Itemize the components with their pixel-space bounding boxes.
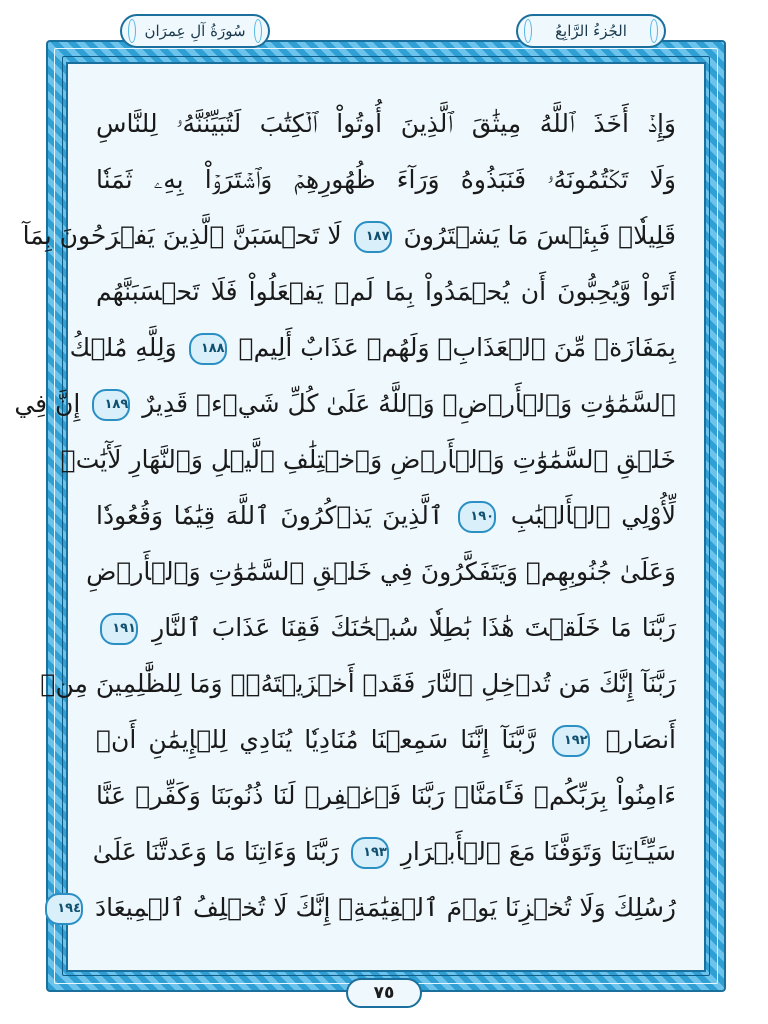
verse-text: لَا تَحۡسَبَنَّ ٱلَّذِينَ يَفۡرَحُونَ بِمَآ bbox=[22, 221, 342, 250]
text-line bbox=[96, 712, 676, 768]
text-line bbox=[57, 880, 676, 936]
verse-text: قَلِيلٗاۖ فَبِئۡسَ مَا يَشۡتَرُونَ bbox=[403, 221, 676, 250]
verse-number-marker: ١٨٨ bbox=[189, 333, 227, 365]
verse-text: رَبَّنَآ إِنَّكَ مَن تُدۡخِلِ ٱلنَّارَ فَقَدۡ أَخۡزَيۡتَهُۥۖ وَمَا لِلظَّٰلِمِينَ مِنۡ bbox=[40, 669, 676, 698]
verse-text: وَعَلَىٰ جُنُوبِهِمۡ وَيَتَفَكَّرُونَ فِي خَلۡقِ ٱلسَّمَٰوَٰتِ وَٱلۡأَرۡضِ bbox=[86, 557, 676, 586]
text-line bbox=[69, 320, 676, 376]
verse-text: إِنَّ فِي bbox=[14, 389, 81, 418]
text-line bbox=[60, 432, 676, 488]
page-number: ٧٥ bbox=[346, 978, 422, 1008]
text-line bbox=[86, 544, 676, 600]
text-line bbox=[14, 376, 676, 432]
text-line bbox=[40, 656, 676, 712]
verse-text: رَبَّنَا مَا خَلَقۡتَ هَٰذَا بَٰطِلٗا سُبۡحَٰنَكَ فَقِنَا عَذَابَ ٱلنَّارِ bbox=[152, 613, 676, 642]
verse-text: وَلِلَّهِ مُلۡكُ bbox=[69, 333, 177, 362]
text-line bbox=[96, 600, 676, 656]
verse-number-marker: ١٩٢ bbox=[552, 725, 590, 757]
text-line bbox=[96, 488, 676, 544]
verse-text-block bbox=[14, 96, 677, 936]
verse-text: لِّأُوْلِي ٱلۡأَلۡبَٰبِ bbox=[510, 501, 677, 530]
verse-text: رَّبَّنَآ إِنَّنَا سَمِعۡنَا مُنَادِيٗا يُنَادِي لِلۡإِيمَٰنِ أَنۡ bbox=[96, 725, 536, 754]
verse-text: أَنصَارٖ bbox=[605, 725, 676, 754]
text-line bbox=[22, 208, 676, 264]
text-line bbox=[96, 152, 676, 208]
juz-name-header: الجُزءُ الرَّابِعُ bbox=[516, 14, 666, 48]
text-line bbox=[96, 264, 676, 320]
verse-text: ءَامِنُواْ بِرَبِّكُمۡ فَـَٔامَنَّاۚ رَبَّنَا فَٱغۡفِرۡ لَنَا ذُنُوبَنَا وَكَفِّرۡ عَنَّا bbox=[96, 781, 676, 810]
verse-text: ٱلسَّمَٰوَٰتِ وَٱلۡأَرۡضِۗ وَٱللَّهُ عَلَىٰ كُلِّ شَيۡءٖ قَدِيرٌ bbox=[142, 389, 676, 418]
verse-text: أَتَواْ وَّيُحِبُّونَ أَن يُحۡمَدُواْ بِمَا لَمۡ يَفۡعَلُواْ فَلَا تَحۡسَبَنَّهُم bbox=[96, 277, 676, 306]
surah-name-header: سُورَةُ آلِ عِمرَان bbox=[120, 14, 270, 48]
verse-number-marker: ١٨٧ bbox=[354, 221, 392, 253]
verse-text: وَإِذۡ أَخَذَ ٱللَّهُ مِيثَٰقَ ٱلَّذِينَ أُوتُواْ ٱلۡكِتَٰبَ لَتُبَيِّنُنَّهُۥ لِلنَّاسِ bbox=[96, 109, 676, 138]
verse-text: سَيِّـَٔاتِنَا وَتَوَفَّنَا مَعَ ٱلۡأَبۡرَارِ bbox=[400, 837, 676, 866]
verse-number-marker: ١٩٠ bbox=[458, 501, 496, 533]
verse-text: رُسُلِكَ وَلَا تُخۡزِنَا يَوۡمَ ٱلۡقِيَٰمَةِۗ إِنَّكَ لَا تُخۡلِفُ ٱلۡمِيعَادَ bbox=[95, 893, 676, 922]
verse-text: ٱلَّذِينَ يَذۡكُرُونَ ٱللَّهَ قِيَٰمٗا وَقُعُودٗا bbox=[96, 501, 444, 530]
text-line bbox=[92, 824, 676, 880]
verse-text: خَلۡقِ ٱلسَّمَٰوَٰتِ وَٱلۡأَرۡضِ وَٱخۡتِلَٰفِ ٱلَّيۡلِ وَٱلنَّهَارِ لَأٓيَٰتٖ bbox=[60, 445, 676, 474]
text-line bbox=[96, 96, 676, 152]
verse-text: بِمَفَازَةٖ مِّنَ ٱلۡعَذَابِۖ وَلَهُمۡ عَذَابٌ أَلِيمٞ bbox=[238, 333, 676, 362]
text-line bbox=[96, 768, 676, 824]
verse-number-marker: ١٩١ bbox=[100, 613, 138, 645]
verse-number-marker: ١٩٤ bbox=[45, 893, 83, 925]
verse-number-marker: ١٩٣ bbox=[351, 837, 389, 869]
verse-text: رَبَّنَا وَءَاتِنَا مَا وَعَدتَّنَا عَلَىٰ bbox=[92, 837, 339, 866]
verse-text: وَلَا تَكۡتُمُونَهُۥ فَنَبَذُوهُ وَرَآءَ ظُهُورِهِمۡ وَٱشۡتَرَوۡاْ بِهِۦ ثَمَنٗا bbox=[96, 165, 676, 194]
verse-number-marker: ١٨٩ bbox=[92, 389, 130, 421]
